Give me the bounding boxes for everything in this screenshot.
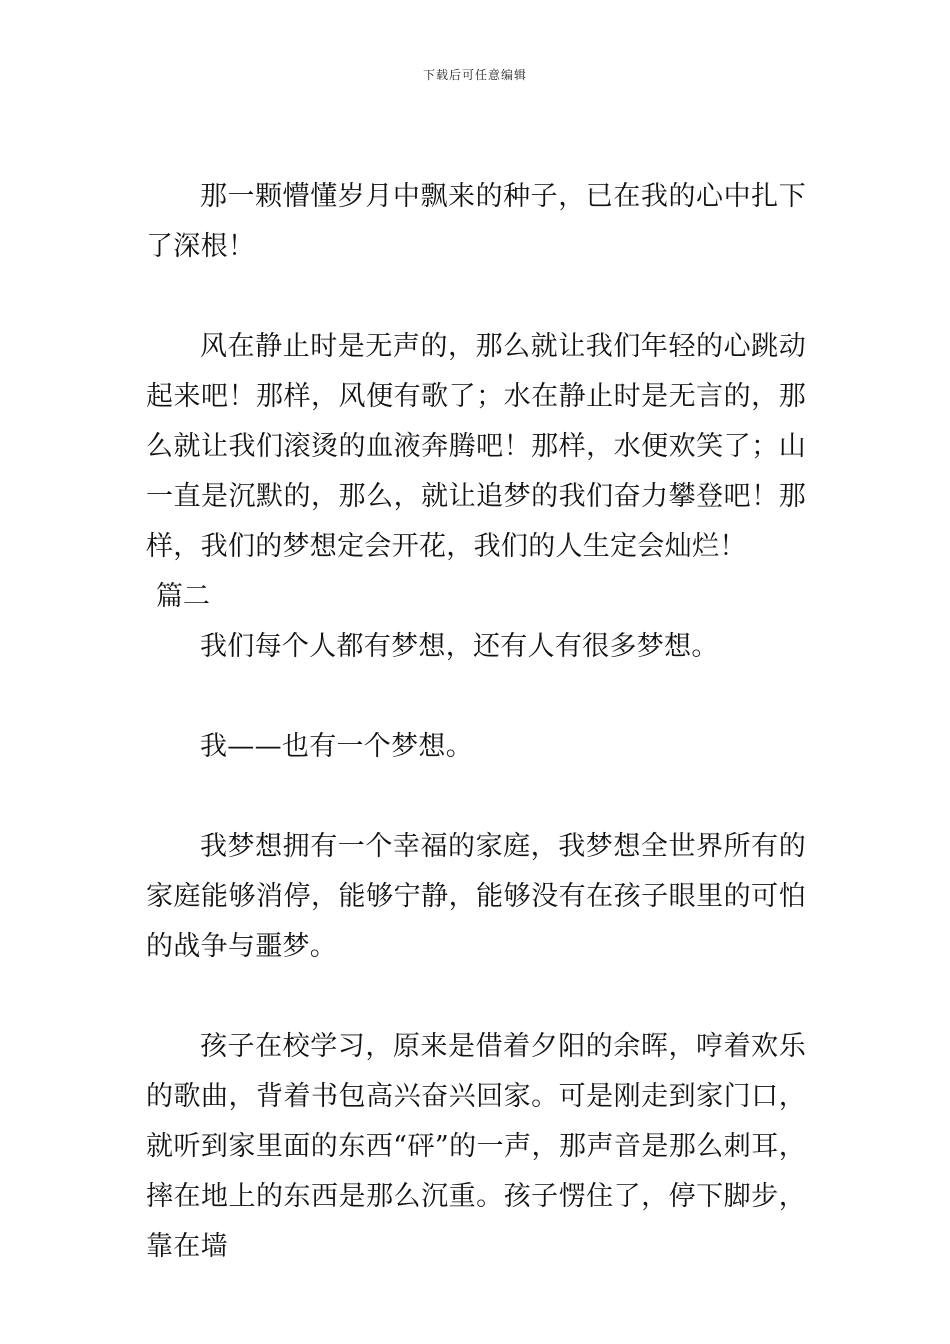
- paragraph-wind-water-mountain: 风在静止时是无声的，那么就让我们年轻的心跳动起来吧！那样，风便有歌了；水在静止时是无言的，那么就让我们滚烫的血液奔腾吧！那样，水便欢笑了；山一直是沉默的，那么，就让追梦的我们奋力攀登吧！那样，我们的梦想定会开花，我们的人生定会灿烂！: [146, 331, 806, 562]
- paragraph-i-also-have-dream: 我——也有一个梦想。: [200, 731, 473, 762]
- document-body: [146, 172, 806, 1272]
- paragraph-everyone-has-dreams: 我们每个人都有梦想，还有人有很多梦想。: [200, 631, 719, 662]
- paragraph-child-returning-home: 孩子在校学习，原来是借着夕阳的余晖，哼着欢乐的歌曲，背着书包高兴奋兴回家。可是刚走到家门口，就听到家里面的东西“砰”的一声，那声音是那么刺耳，摔在地上的东西是那么沉重。孩子愣住了，停下脚步，靠在墙: [146, 1031, 806, 1262]
- paragraph-seed: 那一颗懵懂岁月中飘来的种子，已在我的心中扎下了深根！: [146, 181, 806, 262]
- page-header-note: 下载后可任意编辑: [422, 68, 527, 82]
- paragraph-happy-family: 我梦想拥有一个幸福的家庭，我梦想全世界所有的家庭能够消停，能够宁静，能够没有在孩子眼里的可怕的战争与噩梦。: [146, 831, 806, 962]
- section-title: 篇二: [156, 581, 210, 612]
